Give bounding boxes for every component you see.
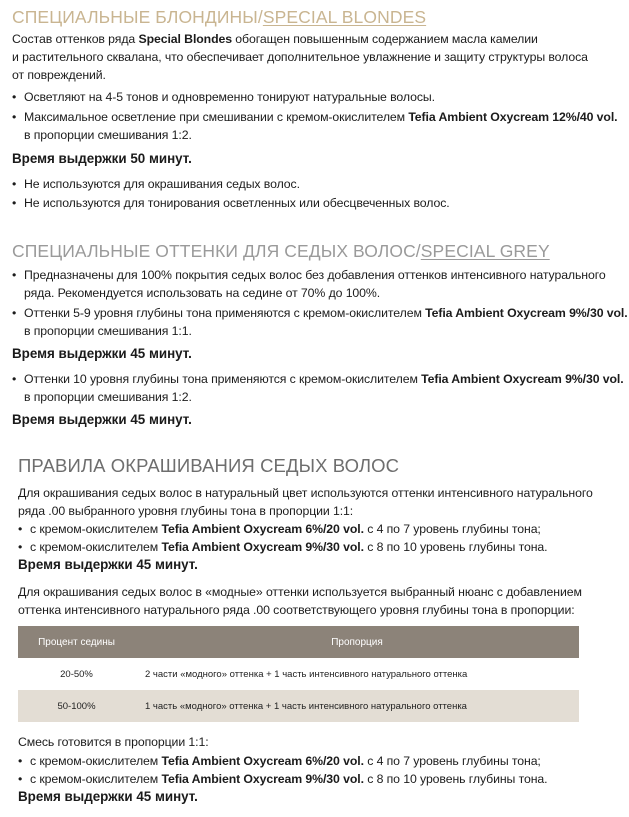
exposure-time: Время выдержки 45 минут.: [12, 412, 192, 427]
paragraph-line: Смесь готовится в пропорции 1:1:: [18, 735, 209, 749]
table-row: [18, 658, 579, 690]
bullet-item: • Оттенки 10 уровня глубины тона применяются с кремом-окислителем Tefia Ambient Oxycream 9%/30 vol.: [24, 370, 624, 388]
exposure-time: Время выдержки 45 минут.: [18, 789, 198, 804]
bullet-continuation: в пропорции смешивания 1:2.: [24, 390, 192, 404]
table-header-row: [18, 626, 579, 658]
bullet-item: • с кремом-окислителем Tefia Ambient Oxycream 6%/20 vol. с 4 по 7 уровень глубины тона;: [30, 520, 541, 538]
bullet-item: • Не используются для окрашивания седых волос.: [24, 175, 300, 193]
bullet-item: • Предназначены для 100% покрытия седых волос без добавления оттенков интенсивного натурального: [24, 266, 606, 284]
table-cell: 2 части «модного» оттенка + 1 часть интенсивного натурального оттенка: [135, 658, 579, 690]
section-title-special-grey: СПЕЦИАЛЬНЫЕ ОТТЕНКИ ДЛЯ СЕДЫХ ВОЛОС/SPECIAL GREY: [12, 241, 550, 261]
table-cell: 20-50%: [18, 658, 135, 690]
bullet-continuation: ряда. Рекомендуется использовать на седине от 70% до 100%.: [24, 286, 381, 300]
bullet-item: • Оттенки 5-9 уровня глубины тона применяются с кремом-окислителем Tefia Ambient Oxycream 9%/30 vol.: [24, 304, 628, 322]
bullet-item: • Осветляют на 4-5 тонов и одновременно тонируют натуральные волосы.: [24, 88, 435, 106]
proportion-table: [18, 626, 579, 722]
bullet-continuation: в пропорции смешивания 1:1.: [24, 324, 192, 338]
table-header-cell: Процент седины: [18, 626, 135, 658]
exposure-time: Время выдержки 45 минут.: [12, 346, 192, 361]
bullet-continuation: в пропорции смешивания 1:2.: [24, 128, 192, 142]
paragraph-line: ряда .00 выбранного уровня глубины тона в пропорции 1:1:: [18, 504, 354, 518]
bullet-item: • Максимальное осветление при смешивании с кремом-окислителем Tefia Ambient Oxycream 12%/40 vol.: [24, 108, 617, 126]
bullet-item: • с кремом-окислителем Tefia Ambient Oxycream 9%/30 vol. с 8 по 10 уровень глубины тона.: [30, 538, 548, 556]
exposure-time: Время выдержки 50 минут.: [12, 151, 192, 166]
bullet-item: • с кремом-окислителем Tefia Ambient Oxycream 9%/30 vol. с 8 по 10 уровень глубины тона.: [30, 770, 548, 788]
blondes-intro-line: от повреждений.: [12, 68, 106, 82]
paragraph-line: Для окрашивания седых волос в «модные» оттенки используется выбранный нюанс с добавлением: [18, 585, 582, 599]
section-title-grey-coloring-rules: ПРАВИЛА ОКРАШИВАНИЯ СЕДЫХ ВОЛОС: [18, 455, 400, 476]
blondes-intro-line: Состав оттенков ряда Special Blondes обогащен повышенным содержанием масла камелии: [12, 32, 538, 46]
bullet-item: • Не используются для тонирования осветленных или обесцвеченных волос.: [24, 194, 450, 212]
table-row: [18, 690, 579, 722]
table-cell: 1 часть «модного» оттенка + 1 часть интенсивного натурального оттенка: [135, 690, 579, 722]
blondes-intro-line: и растительного сквалана, что обеспечивает дополнительное увлажнение и защиту структуры волоса: [12, 50, 588, 64]
table-header-cell: Пропорция: [135, 626, 579, 658]
exposure-time: Время выдержки 45 минут.: [18, 557, 198, 572]
table-cell: 50-100%: [18, 690, 135, 722]
bullet-item: • с кремом-окислителем Tefia Ambient Oxycream 6%/20 vol. с 4 по 7 уровень глубины тона;: [30, 752, 541, 770]
paragraph-line: оттенка интенсивного натурального ряда .00 соответствующего уровня глубины тона в пропорции:: [18, 603, 575, 617]
section-title-special-blondes: СПЕЦИАЛЬНЫЕ БЛОНДИНЫ/SPECIAL BLONDES: [12, 7, 427, 27]
paragraph-line: Для окрашивания седых волос в натуральный цвет используются оттенки интенсивного натурального: [18, 486, 593, 500]
